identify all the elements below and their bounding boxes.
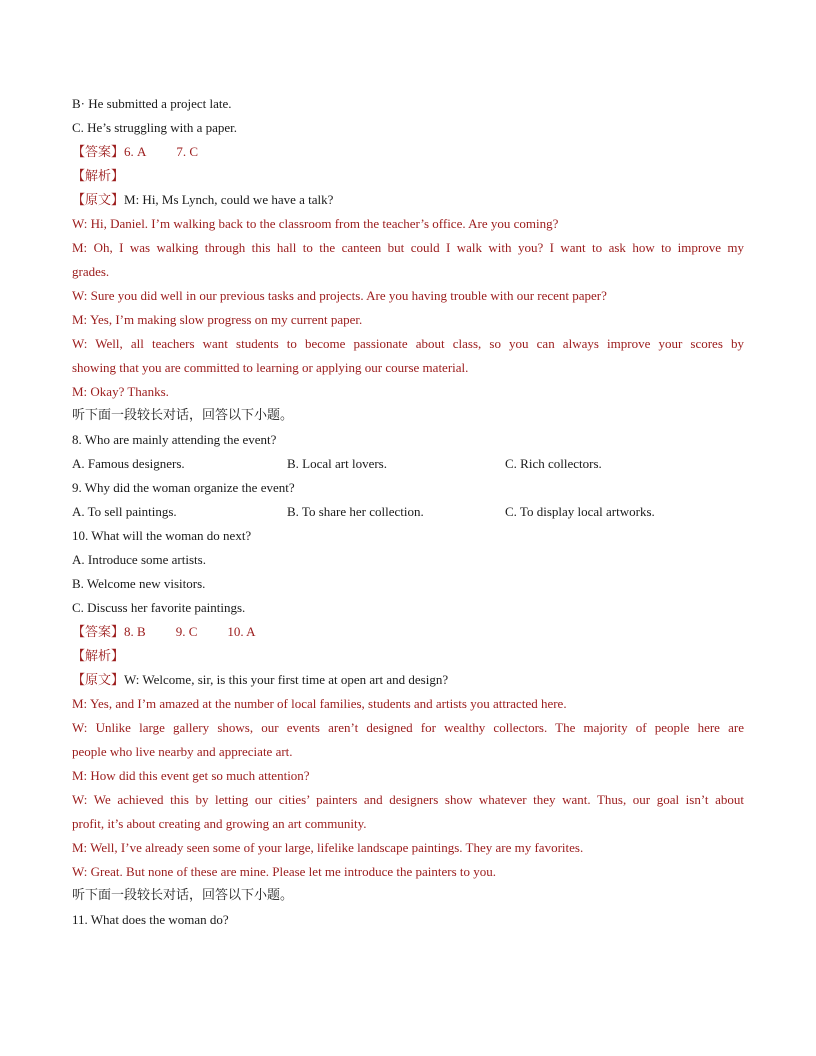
transcript-line: W: Well, all teachers want students to become passionate about class, so you can always improve your scores by — [72, 336, 744, 351]
transcript-line: showing that you are committed to learning or applying our course material. — [72, 360, 469, 375]
answer-line-2 — [72, 620, 744, 644]
option-a: A. Famous designers. — [72, 456, 185, 471]
question-options — [72, 500, 744, 524]
transcript-line: W: We achieved this by letting our cities’ painters and designers show whatever they want. Thus, our goal isn’t about — [72, 792, 744, 807]
answer-item: 8. B — [124, 624, 146, 639]
transcript-line: W: Hi, Daniel. I’m walking back to the classroom from the teacher’s office. Are you coming? — [72, 216, 559, 231]
transcript-line: W: Sure you did well in our previous tasks and projects. Are you having trouble with our recent paper? — [72, 288, 607, 303]
answer-item: 9. C — [175, 624, 198, 639]
transcript-tag: 【原文】 — [72, 192, 125, 207]
transcript-line: M: Yes, I’m making slow progress on my current paper. — [72, 312, 363, 327]
transcript-line: W: Unlike large gallery shows, our events aren’t designed for wealthy collectors. The majority of people here are — [72, 720, 744, 735]
q7-option-b: B· He submitted a project late. — [72, 96, 232, 111]
answer-item: 6. A — [124, 144, 147, 159]
question-stem: 8. Who are mainly attending the event? — [72, 432, 277, 447]
question-stem: 9. Why did the woman organize the event? — [72, 480, 295, 495]
answer-line-1 — [72, 140, 744, 164]
analysis-label: 【解析】 — [72, 648, 125, 663]
transcript-line: profit, it’s about creating and growing an art community. — [72, 816, 367, 831]
transcript-line: people who live nearby and appreciate art. — [72, 744, 293, 759]
answer-item: 10. A — [227, 624, 256, 639]
option-b: B. To share her collection. — [287, 504, 424, 519]
question-stem: 11. What does the woman do? — [72, 912, 229, 927]
option-b: B. Welcome new visitors. — [72, 576, 206, 591]
transcript-first-line — [72, 668, 744, 692]
question-options — [72, 452, 744, 476]
transcript-tag: 【原文】 — [72, 672, 125, 687]
option-c: C. To display local artworks. — [505, 504, 655, 519]
option-a: A. To sell paintings. — [72, 504, 177, 519]
answer-tag: 【答案】 — [72, 144, 125, 159]
transcript-text: M: Hi, Ms Lynch, could we have a talk? — [124, 192, 334, 207]
transcript-first-line — [72, 188, 744, 212]
option-c: C. Discuss her favorite paintings. — [72, 600, 246, 615]
section-instruction: 听下面一段较长对话，回答以下小题。 — [72, 408, 294, 423]
document-page — [72, 92, 744, 932]
analysis-label: 【解析】 — [72, 168, 125, 183]
transcript-line: W: Great. But none of these are mine. Please let me introduce the painters to you. — [72, 864, 497, 879]
option-c: C. Rich collectors. — [505, 456, 602, 471]
transcript-line: M: Okay? Thanks. — [72, 384, 169, 399]
transcript-line: grades. — [72, 264, 110, 279]
q7-option-c: C. He’s struggling with a paper. — [72, 120, 238, 135]
transcript-text: W: Welcome, sir, is this your first time at open art and design? — [124, 672, 449, 687]
transcript-line: M: Well, I’ve already seen some of your large, lifelike landscape paintings. They are my favorites. — [72, 840, 584, 855]
answer-tag: 【答案】 — [72, 624, 125, 639]
transcript-line: M: Yes, and I’m amazed at the number of local families, students and artists you attracted here. — [72, 696, 567, 711]
option-a: A. Introduce some artists. — [72, 552, 206, 567]
answer-item: 7. C — [176, 144, 199, 159]
option-b: B. Local art lovers. — [287, 456, 387, 471]
transcript-line: M: How did this event get so much attention? — [72, 768, 310, 783]
section-instruction: 听下面一段较长对话，回答以下小题。 — [72, 888, 294, 903]
transcript-line: M: Oh, I was walking through this hall to the canteen but could I walk with you? I want to ask how to improve my — [72, 240, 744, 255]
question-stem: 10. What will the woman do next? — [72, 528, 252, 543]
